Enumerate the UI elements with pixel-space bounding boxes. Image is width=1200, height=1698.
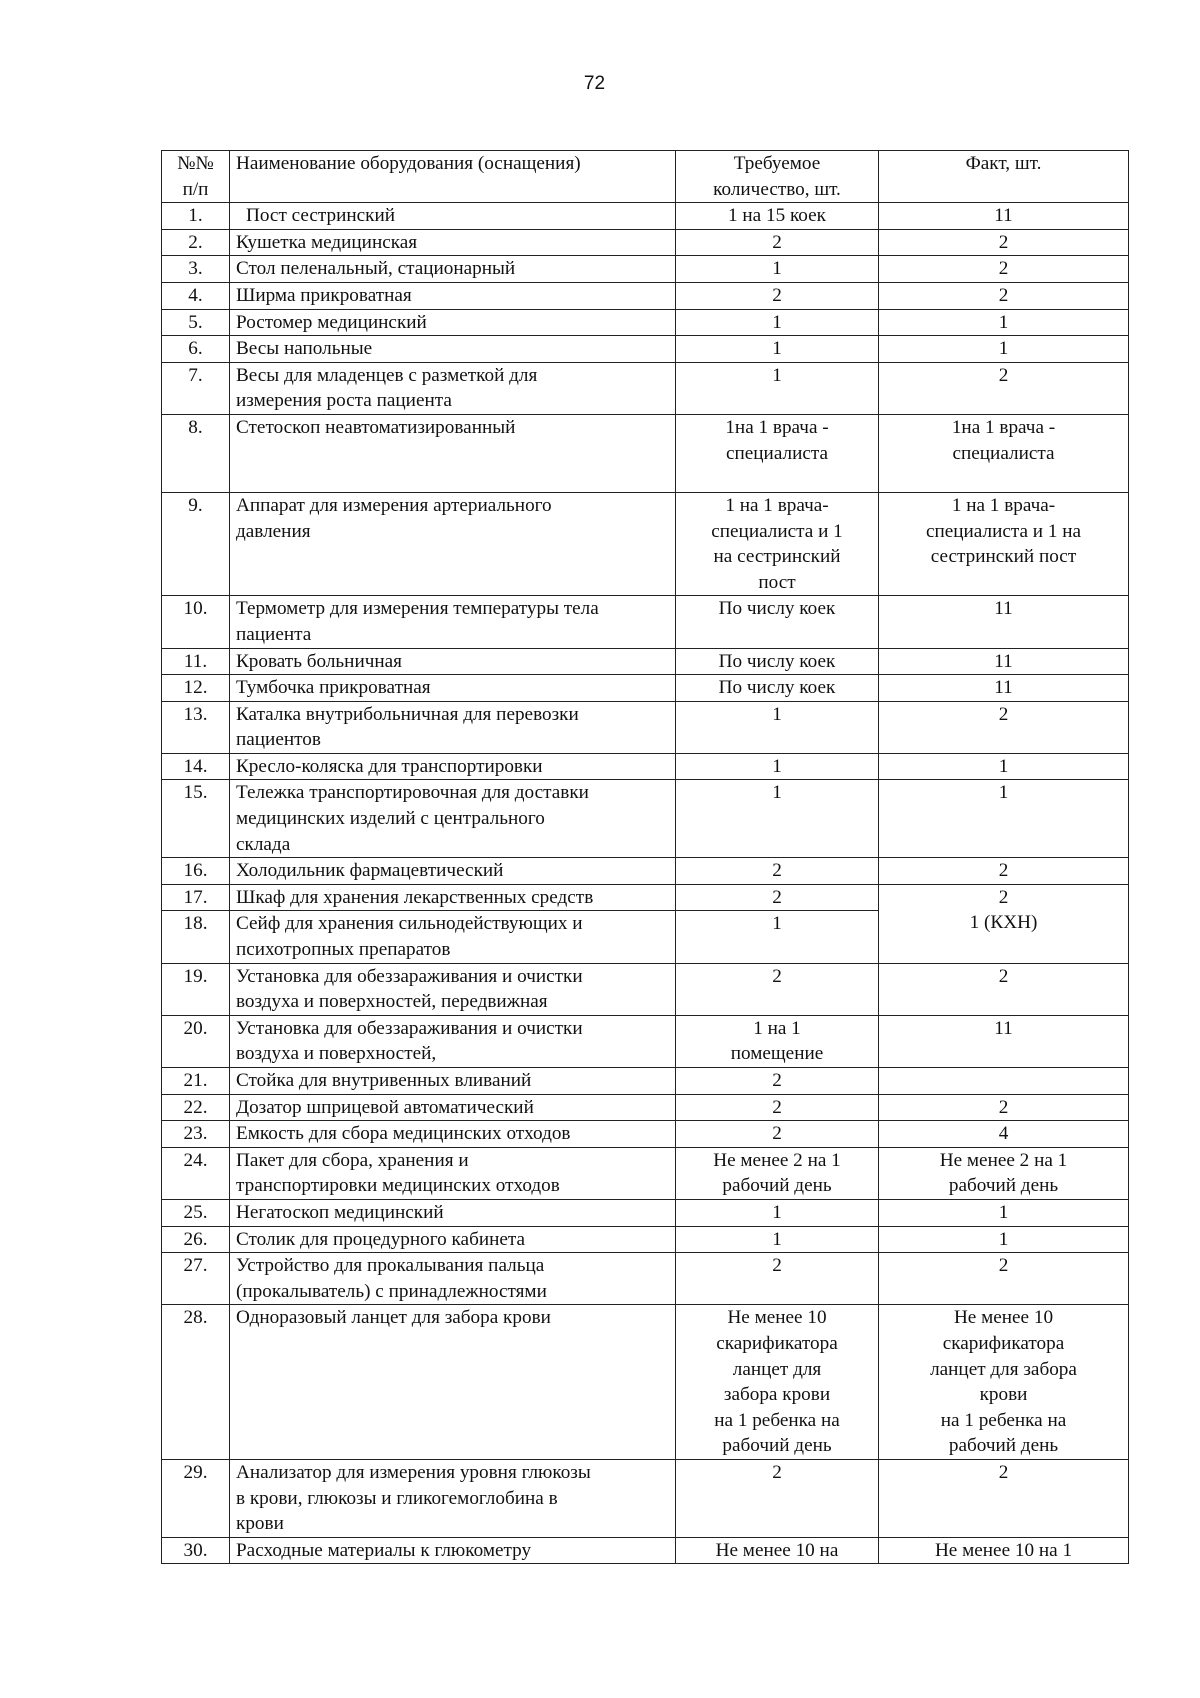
table-row: [162, 780, 1129, 858]
row-number: 3.: [162, 256, 230, 283]
table-row: [162, 309, 1129, 336]
row-number: 24.: [162, 1147, 230, 1199]
required-quantity: 1на 1 врача - специалиста: [676, 414, 879, 492]
table-row: [162, 1537, 1129, 1564]
table-row: [162, 1147, 1129, 1199]
equipment-table: [161, 150, 1129, 1564]
table-row: [162, 1305, 1129, 1460]
required-quantity: 1 на 1 помещение: [676, 1015, 879, 1067]
table-row: [162, 256, 1129, 283]
row-number: 26.: [162, 1226, 230, 1253]
row-number: 7.: [162, 362, 230, 414]
row-number: 17.: [162, 884, 230, 911]
required-quantity: 1: [676, 309, 879, 336]
required-quantity: 2: [676, 963, 879, 1015]
required-quantity: 2: [676, 1121, 879, 1148]
fact-quantity: 2: [879, 362, 1129, 414]
equipment-name: Стол пеленальный, стационарный: [230, 256, 676, 283]
fact-quantity: [879, 1068, 1129, 1095]
equipment-name: Негатоскоп медицинский: [230, 1199, 676, 1226]
required-quantity: По числу коек: [676, 675, 879, 702]
table-row: [162, 203, 1129, 230]
fact-quantity: 2: [879, 256, 1129, 283]
header-number: №№ п/п: [162, 151, 230, 203]
row-number: 28.: [162, 1305, 230, 1460]
row-number: 19.: [162, 963, 230, 1015]
row-number: 11.: [162, 648, 230, 675]
table-body: [162, 203, 1129, 1564]
table-row: [162, 282, 1129, 309]
required-quantity: 1: [676, 701, 879, 753]
row-number: 30.: [162, 1537, 230, 1564]
fact-quantity: 2: [879, 858, 1129, 885]
equipment-name: Весы для младенцев с разметкой для измерения роста пациента: [230, 362, 676, 414]
equipment-name: Емкость для сбора медицинских отходов: [230, 1121, 676, 1148]
equipment-name: Одноразовый ланцет для забора крови: [230, 1305, 676, 1460]
table-row: [162, 1199, 1129, 1226]
row-number: 8.: [162, 414, 230, 492]
row-number: 2.: [162, 229, 230, 256]
fact-quantity: 11: [879, 1015, 1129, 1067]
row-number: 15.: [162, 780, 230, 858]
row-number: 5.: [162, 309, 230, 336]
equipment-name: Холодильник фармацевтический: [230, 858, 676, 885]
row-number: 29.: [162, 1459, 230, 1537]
fact-quantity: Не менее 10 скарификатора ланцет для забора крови на 1 ребенка на рабочий день: [879, 1305, 1129, 1460]
equipment-name: Аппарат для измерения артериального давления: [230, 492, 676, 595]
equipment-name: Сейф для хранения сильнодействующих и психотропных препаратов: [230, 911, 676, 963]
equipment-name: Весы напольные: [230, 336, 676, 363]
fact-quantity: 2: [879, 963, 1129, 1015]
header-equipment-name: Наименование оборудования (оснащения): [230, 151, 676, 203]
required-quantity: По числу коек: [676, 596, 879, 648]
table-row: [162, 336, 1129, 363]
row-number: 25.: [162, 1199, 230, 1226]
equipment-name: Дозатор шприцевой автоматический: [230, 1094, 676, 1121]
fact-quantity: 11: [879, 648, 1129, 675]
required-quantity: 1: [676, 256, 879, 283]
table-row: [162, 701, 1129, 753]
row-number: 22.: [162, 1094, 230, 1121]
fact-quantity: 2: [879, 1253, 1129, 1305]
equipment-name: Установка для обеззараживания и очистки воздуха и поверхностей,: [230, 1015, 676, 1067]
row-number: 9.: [162, 492, 230, 595]
fact-quantity: 2: [879, 701, 1129, 753]
row-number: 12.: [162, 675, 230, 702]
equipment-name: Шкаф для хранения лекарственных средств: [230, 884, 676, 911]
fact-quantity: 2: [879, 1094, 1129, 1121]
table-row: [162, 753, 1129, 780]
fact-quantity: 2: [879, 1459, 1129, 1537]
required-quantity: Не менее 10 скарификатора ланцет для забора крови на 1 ребенка на рабочий день: [676, 1305, 879, 1460]
table-row: [162, 229, 1129, 256]
row-number: 21.: [162, 1068, 230, 1095]
equipment-name: Ростомер медицинский: [230, 309, 676, 336]
table-row: [162, 1226, 1129, 1253]
fact-quantity: 1: [879, 753, 1129, 780]
table-row: [162, 858, 1129, 885]
table-row: [162, 675, 1129, 702]
fact-quantity: 1: [879, 780, 1129, 858]
row-number: 14.: [162, 753, 230, 780]
equipment-name: Кровать больничная: [230, 648, 676, 675]
required-quantity: 2: [676, 229, 879, 256]
table-row: [162, 596, 1129, 648]
required-quantity: 2: [676, 1459, 879, 1537]
equipment-name: Пост сестринский: [230, 203, 676, 230]
fact-quantity: 1на 1 врача - специалиста: [879, 414, 1129, 492]
required-quantity: 1: [676, 780, 879, 858]
required-quantity: 1: [676, 336, 879, 363]
row-number: 1.: [162, 203, 230, 230]
required-quantity: 2: [676, 1253, 879, 1305]
row-number: 6.: [162, 336, 230, 363]
fact-quantity: 1 на 1 врача- специалиста и 1 на сестринский пост: [879, 492, 1129, 595]
table-row: [162, 1094, 1129, 1121]
table-row: [162, 1459, 1129, 1537]
required-quantity: 1 на 1 врача- специалиста и 1 на сестринский пост: [676, 492, 879, 595]
table-row: [162, 1068, 1129, 1095]
fact-quantity: 4: [879, 1121, 1129, 1148]
fact-quantity: 1: [879, 1226, 1129, 1253]
equipment-name: Столик для процедурного кабинета: [230, 1226, 676, 1253]
equipment-name: Расходные материалы к глюкометру: [230, 1537, 676, 1564]
equipment-name: Тумбочка прикроватная: [230, 675, 676, 702]
table-row: [162, 963, 1129, 1015]
row-number: 18.: [162, 911, 230, 963]
table-row: [162, 1015, 1129, 1067]
header-required-quantity: Требуемое количество, шт.: [676, 151, 879, 203]
equipment-name: Стойка для внутривенных вливаний: [230, 1068, 676, 1095]
table-row: [162, 1121, 1129, 1148]
table-row: [162, 1253, 1129, 1305]
fact-quantity: 1: [879, 309, 1129, 336]
required-quantity: 1 на 15 коек: [676, 203, 879, 230]
header-fact: Факт, шт.: [879, 151, 1129, 203]
row-number: 4.: [162, 282, 230, 309]
row-number: 10.: [162, 596, 230, 648]
required-quantity: 2: [676, 282, 879, 309]
row-number: 27.: [162, 1253, 230, 1305]
equipment-name: Установка для обеззараживания и очистки воздуха и поверхностей, передвижная: [230, 963, 676, 1015]
equipment-name: Тележка транспортировочная для доставки медицинских изделий с центрального склада: [230, 780, 676, 858]
fact-quantity: 2: [879, 282, 1129, 309]
row-number: 20.: [162, 1015, 230, 1067]
required-quantity: 1: [676, 911, 879, 963]
row-number: 13.: [162, 701, 230, 753]
fact-quantity: 1: [879, 1199, 1129, 1226]
table-row: [162, 414, 1129, 492]
required-quantity: 2: [676, 1068, 879, 1095]
equipment-name: Стетоскоп неавтоматизированный: [230, 414, 676, 492]
row-number: 23.: [162, 1121, 230, 1148]
table-row: [162, 492, 1129, 595]
fact-quantity: 1: [879, 336, 1129, 363]
equipment-name: Пакет для сбора, хранения и транспортировки медицинских отходов: [230, 1147, 676, 1199]
required-quantity: 2: [676, 1094, 879, 1121]
equipment-name: Кушетка медицинская: [230, 229, 676, 256]
fact-quantity: 11: [879, 596, 1129, 648]
equipment-name: Каталка внутрибольничная для перевозки пациентов: [230, 701, 676, 753]
required-quantity: 1: [676, 753, 879, 780]
required-quantity: 1: [676, 1199, 879, 1226]
fact-quantity: Не менее 2 на 1 рабочий день: [879, 1147, 1129, 1199]
table-row: [162, 362, 1129, 414]
row-number: 16.: [162, 858, 230, 885]
page-number: 72: [583, 73, 606, 94]
table-row: [162, 648, 1129, 675]
equipment-name: Устройство для прокалывания пальца (прокалыватель) с принадлежностями: [230, 1253, 676, 1305]
fact-quantity: 11: [879, 675, 1129, 702]
table-header-row: [162, 151, 1129, 203]
required-quantity: 2: [676, 884, 879, 911]
required-quantity: 1: [676, 362, 879, 414]
equipment-name: Ширма прикроватная: [230, 282, 676, 309]
required-quantity: По числу коек: [676, 648, 879, 675]
required-quantity: Не менее 10 на: [676, 1537, 879, 1564]
fact-quantity: Не менее 10 на 1: [879, 1537, 1129, 1564]
equipment-name: Анализатор для измерения уровня глюкозы в крови, глюкозы и гликогемоглобина в крови: [230, 1459, 676, 1537]
table-row: [162, 884, 1129, 911]
fact-quantity: 2: [879, 229, 1129, 256]
required-quantity: Не менее 2 на 1 рабочий день: [676, 1147, 879, 1199]
equipment-name: Термометр для измерения температуры тела пациента: [230, 596, 676, 648]
required-quantity: 2: [676, 858, 879, 885]
equipment-name: Кресло-коляска для транспортировки: [230, 753, 676, 780]
fact-quantity: 11: [879, 203, 1129, 230]
fact-quantity: 2 1 (КХН): [879, 884, 1129, 963]
required-quantity: 1: [676, 1226, 879, 1253]
